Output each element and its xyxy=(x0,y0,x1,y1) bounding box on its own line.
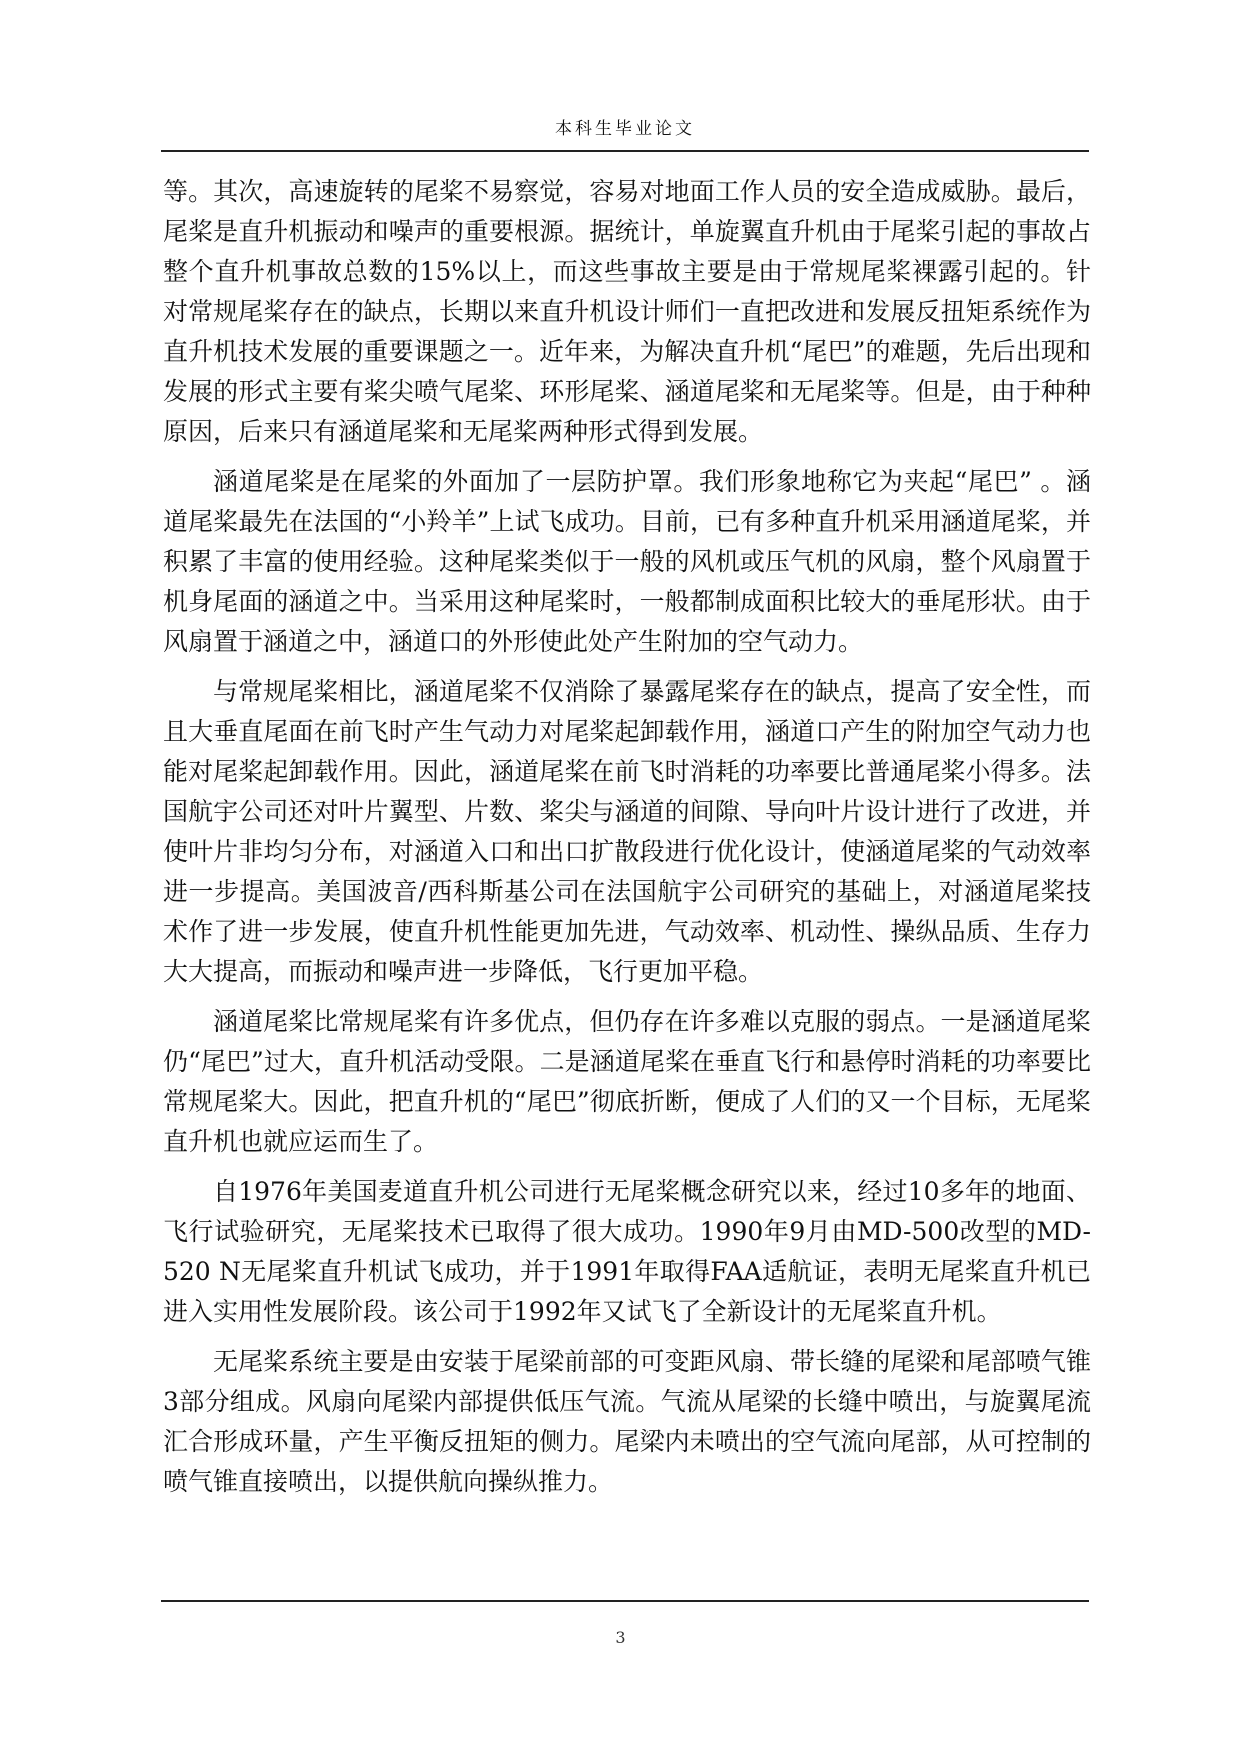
paragraph: 涵道尾桨是在尾桨的外面加了一层防护罩。我们形象地称它为夹起“尾巴” 。涵道尾桨最先在法国的“小羚羊”上试飞成功。目前，已有多种直升机采用涵道尾桨，并积累了丰富的使用经验。这种尾桨类似于一般的风机或压气机的风扇，整个风扇置于机身尾面的涵道之中。当采用这种尾桨时，一般都制成面积比较大的垂尾形状。由于风扇置于涵道之中，涵道口的外形使此处产生附加的空气动力。 xyxy=(163,467,1091,656)
paragraph: 自1976年美国麦道直升机公司进行无尾桨概念研究以来，经过10多年的地面、飞行试验研究，无尾桨技术已取得了很大成功。1990年9月由MD-500改型的MD-520 N无尾桨直升机试飞成功，并于1991年取得FAA适航证，表明无尾桨直升机已进入实用性发展阶段。该公司于1992年又试飞了全新设计的无尾桨直升机。 xyxy=(163,1177,1091,1326)
body-text xyxy=(163,172,1091,1502)
page-number: 3 xyxy=(615,1628,626,1647)
page-header xyxy=(161,114,1089,152)
footer-rule xyxy=(161,1600,1089,1602)
header-title: 本科生毕业论文 xyxy=(555,119,695,139)
paragraph: 与常规尾桨相比，涵道尾桨不仅消除了暴露尾桨存在的缺点，提高了安全性，而且大垂直尾面在前飞时产生气动力对尾桨起卸载作用，涵道口产生的附加空气动力也能对尾桨起卸载作用。因此，涵道尾桨在前飞时消耗的功率要比普通尾桨小得多。法国航宇公司还对叶片翼型、片数、桨尖与涵道的间隙、导向叶片设计进行了改进，并使叶片非均匀分布，对涵道入口和出口扩散段进行优化设计，使涵道尾桨的气动效率进一步提高。美国波音/西科斯基公司在法国航宇公司研究的基础上，对涵道尾桨技术作了进一步发展，使直升机性能更加先进，气动效率、机动性、操纵品质、生存力大大提高，而振动和噪声进一步降低，飞行更加平稳。 xyxy=(163,677,1091,986)
paragraph: 等。其次，高速旋转的尾桨不易察觉，容易对地面工作人员的安全造成威胁。最后，尾桨是直升机振动和噪声的重要根源。据统计，单旋翼直升机由于尾桨引起的事故占整个直升机事故总数的15%以上，而这些事故主要是由于常规尾桨裸露引起的。针对常规尾桨存在的缺点，长期以来直升机设计师们一直把改进和发展反扭矩系统作为直升机技术发展的重要课题之一。近年来，为解决直升机“尾巴”的难题，先后出现和发展的形式主要有桨尖喷气尾桨、环形尾桨、涵道尾桨和无尾桨等。但是，由于种种原因，后来只有涵道尾桨和无尾桨两种形式得到发展。 xyxy=(163,177,1091,446)
paragraph: 无尾桨系统主要是由安装于尾梁前部的可变距风扇、带长缝的尾梁和尾部喷气锥3部分组成。风扇向尾梁内部提供低压气流。气流从尾梁的长缝中喷出，与旋翼尾流汇合形成环量，产生平衡反扭矩的侧力。尾梁内未喷出的空气流向尾部，从可控制的喷气锥直接喷出，以提供航向操纵推力。 xyxy=(163,1347,1091,1496)
paragraph: 涵道尾桨比常规尾桨有许多优点，但仍存在许多难以克服的弱点。一是涵道尾桨仍“尾巴”过大，直升机活动受限。二是涵道尾桨在垂直飞行和悬停时消耗的功率要比常规尾桨大。因此，把直升机的“尾巴”彻底折断，便成了人们的又一个目标，无尾桨直升机也就应运而生了。 xyxy=(163,1007,1091,1156)
